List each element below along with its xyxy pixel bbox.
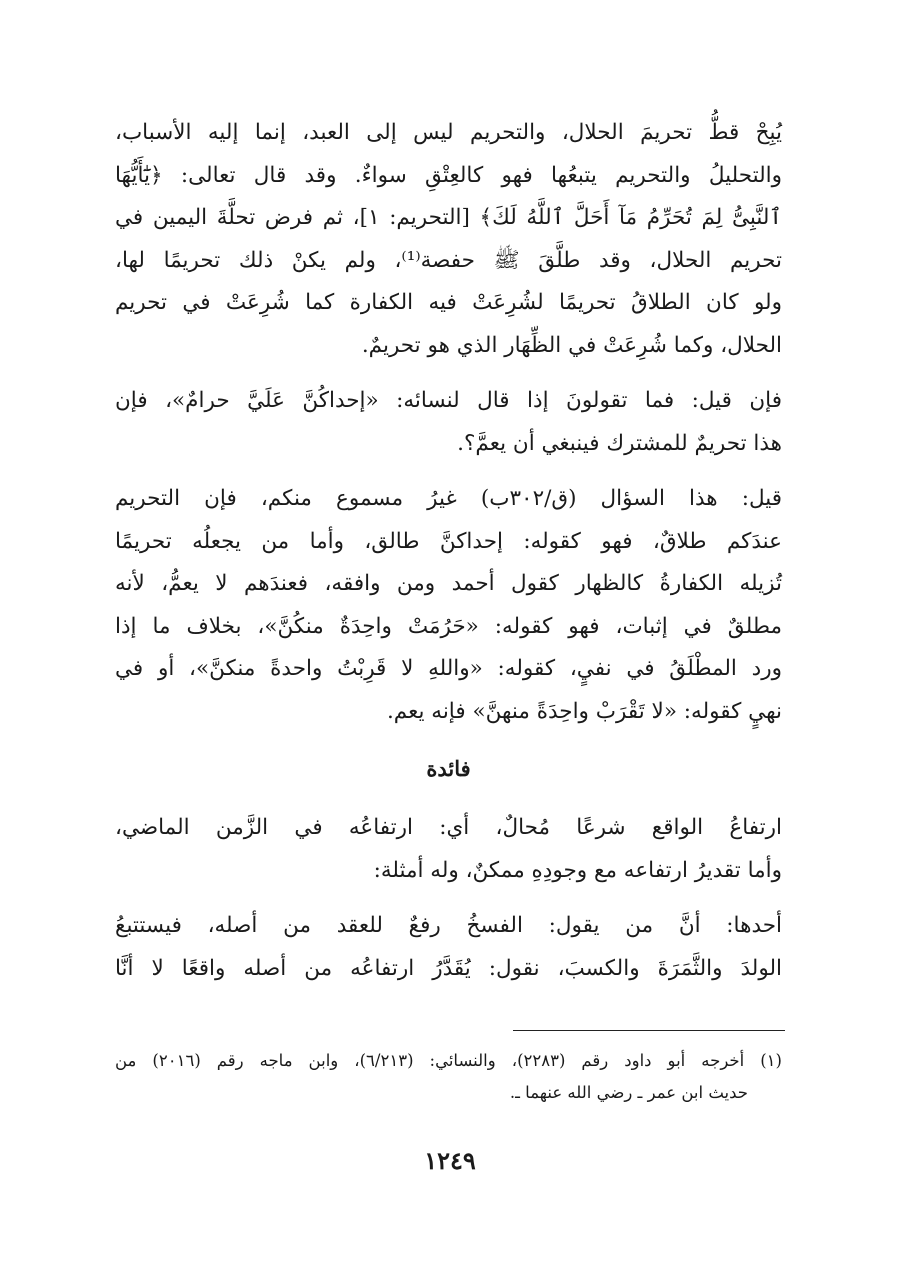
text-line: فإن قيل: فما تقولونَ إذا قال لنسائه: «إحداكُنَّ عَلَيَّ حرامٌ»، فإن — [115, 388, 782, 413]
text-line: الحلال، وكما شُرِعَتْ في الظِّهَار الذي هو تحريمٌ. — [361, 332, 782, 358]
text-line: نهيٍ كقوله: «لا تَقْرَبْ واحِدَةً منهنَّ» فإنه يعم. — [386, 698, 782, 724]
page-body — [115, 112, 782, 1003]
footnotes — [115, 1045, 782, 1109]
section-heading: فائدة — [426, 756, 471, 781]
text-line: وأما تقديرُ ارتفاعه مع وجودِهِ ممكنٌ، وله أمثلة: — [373, 857, 782, 883]
text-line: هذا تحريمٌ للمشترك فينبغي أن يعمَّ؟. — [457, 430, 782, 456]
text-line: تحريم الحلال، وقد طلَّقَ ﷺ حفصة⁽¹⁾، ولم يكنْ ذلك تحريمًا لها، — [115, 247, 782, 273]
footnote-line: (١) أخرجه أبو داود رقم (٢٢٨٣)، والنسائي: (٦/٢١٣)، وابن ماجه رقم (٢٠١٦) من — [115, 1051, 782, 1070]
paragraph-2 — [115, 380, 782, 465]
paragraph-1 — [115, 112, 782, 367]
text-line: ورد المطْلَقُ في نفيٍ، كقوله: «واللهِ لا قَرِبْتُ واحدةً منكنَّ»، أو في — [115, 656, 782, 681]
text-line: ولو كان الطلاقُ تحريمًا لشُرِعَتْ فيه الكفارة كما شُرِعَتْ في تحريم — [115, 290, 782, 315]
text-line: الولدَ والثَّمَرَةَ والكسبَ، نقول: يُقَدَّرُ ارتفاعُه من أصله واقعًا لا أنَّا — [115, 955, 782, 981]
footnote-divider — [513, 1030, 785, 1031]
page-number: ١٢٤٩ — [424, 1146, 476, 1175]
paragraph-4 — [115, 807, 782, 892]
paragraph-3 — [115, 478, 782, 733]
text-line: أحدها: أنَّ من يقول: الفسخُ رفعٌ للعقد من أصله، فيستتبعُ — [115, 913, 782, 938]
text-line: يُبِحْ قطُّ تحريمَ الحلال، والتحريم ليس إلى العبد، إنما إليه الأسباب، — [115, 120, 782, 145]
text-line: قيل: هذا السؤال (ق/٣٠٢ب) غيرُ مسموع منكم، فإن التحريم — [115, 486, 782, 511]
footnote-line: حديث ابن عمر ـ رضي الله عنهما ـ. — [509, 1083, 748, 1102]
text-line: والتحليلُ والتحريم يتبعُها فهو كالعِتْقِ سواءٌ. وقد قال تعالى: ﴿يَٰٓأَيُّهَا — [115, 162, 782, 188]
text-line: عندَكم طلاقٌ، فهو كقوله: إحداكنَّ طالق، وأما من يجعلُه تحريمًا — [115, 528, 782, 554]
text-line: ٱلنَّبِىُّ لِمَ تُحَرِّمُ مَآ أَحَلَّ ٱللَّهُ لَكَ﴾ [التحريم: ١]، ثم فرض تحلَّةَ اليمين في — [115, 205, 782, 230]
text-line: تُزيله الكفارةُ كالظهار كقول أحمد ومن وافقه، فعندَهم لا يعمُّ، لأنه — [115, 571, 782, 596]
text-line: ارتفاعُ الواقع شرعًا مُحالٌ، أي: ارتفاعُه في الزَّمن الماضي، — [115, 815, 782, 840]
text-line: مطلقٌ في إثبات، فهو كقوله: «حَرُمَتْ واحِدَةٌ منكُنَّ»، بخلاف ما إذا — [115, 613, 782, 639]
paragraph-5 — [115, 905, 782, 990]
